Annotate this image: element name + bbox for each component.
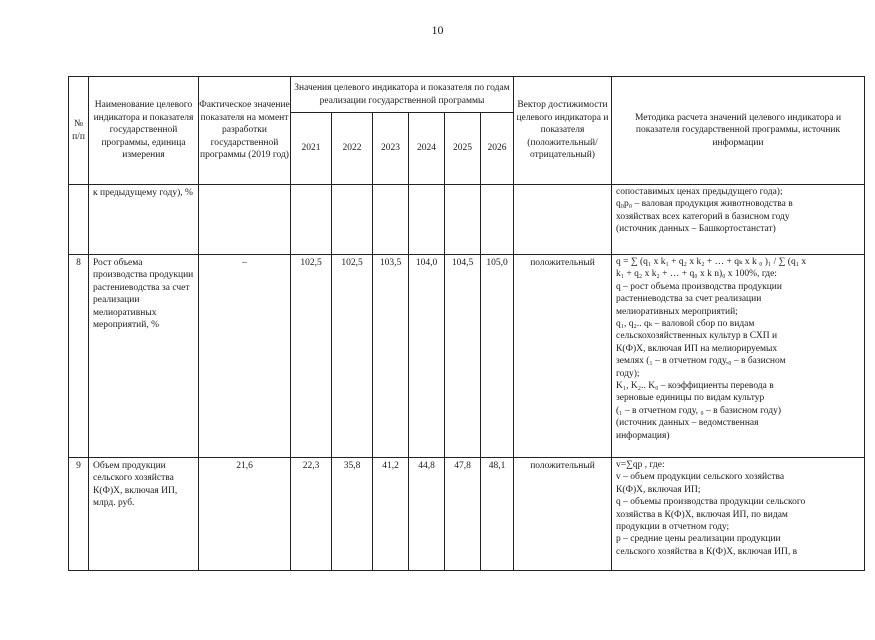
row-value: [332, 185, 373, 255]
row-name: Объем продукции сельского хозяйства К(Ф)Х, включая ИП, млрд. руб.: [89, 458, 199, 571]
method-line: q₀p₀ – валовая продукция животноводства в: [616, 199, 793, 210]
row-value: [409, 185, 445, 255]
row-value: 47,8: [445, 458, 481, 571]
row-vector: положительный: [514, 255, 612, 458]
row-num: 8: [69, 255, 89, 458]
table-row: [69, 255, 865, 458]
method-line: v – объем продукции сельского хозяйства: [616, 472, 785, 483]
table-row: [69, 185, 865, 255]
header-name: Наименование целевого индикатора и показателя государственной программы, единица измерения: [89, 77, 199, 185]
row-value: [481, 185, 514, 255]
method-line: продукции в отчетном году;: [616, 522, 730, 533]
header-vector: Вектор достижимости целевого индикатора и показателя (положительный/ отрицательный): [514, 77, 612, 185]
row-method: [612, 255, 865, 458]
method-line: хозяйствах всех категорий в базисном году: [616, 211, 790, 222]
method-line: q – объемы производства продукции сельского: [616, 497, 806, 508]
header-year: 2026: [481, 113, 514, 185]
row-value: [291, 185, 332, 255]
header-num: № п/п: [69, 77, 89, 185]
method-line: q₁, q₂.. qₖ – валовой сбор по видам: [616, 319, 755, 330]
row-value: 35,8: [332, 458, 373, 571]
row-method: [612, 458, 865, 571]
method-line: информация): [616, 430, 670, 441]
header-fact: Фактическое значение показателя на момент разработки государственной программы (2019 год): [199, 77, 291, 185]
header-year: 2021: [291, 113, 332, 185]
method-line: растениеводства за счет реализации: [616, 294, 762, 305]
header-years-title: Значения целевого индикатора и показателя по годам реализации государственной программы: [291, 77, 514, 113]
row-name: к предыдущему году), %: [89, 185, 199, 255]
method-line: К(Ф)Х, включая ИП на мелиорируемых: [616, 343, 778, 354]
method-line: хозяйства в К(Ф)Х, включая ИП, по видам: [616, 509, 788, 520]
row-value: 104,5: [445, 255, 481, 458]
row-value: 104,0: [409, 255, 445, 458]
row-value: [445, 185, 481, 255]
row-num: 9: [69, 458, 89, 571]
method-line: q – рост объема производства продукции: [616, 281, 782, 292]
method-line: K₁, K₂.. K₀ – коэффициенты перевода в: [616, 381, 774, 392]
row-value: 102,5: [332, 255, 373, 458]
row-value: [373, 185, 409, 255]
method-line: q = ∑ (q₁ x k₁ + q₂ x k₂ + … + qₖ x k ₀ )₁ / ∑ (q₁ x: [616, 257, 807, 267]
row-num: [69, 185, 89, 255]
method-line: v=∑qp , где:: [616, 460, 665, 470]
method-line: (источник данных – ведомственная: [616, 418, 759, 429]
method-line: К(Ф)Х, включая ИП;: [616, 484, 701, 495]
method-line: землях (₁ – в отчетном году,₀ – в базисном: [616, 356, 786, 367]
method-line: (₁ – в отчетном году, ₀ – в базисном году): [616, 405, 782, 416]
row-vector: положительный: [514, 458, 612, 571]
method-line: сопоставимых ценах предыдущего года);: [616, 187, 783, 197]
header-year: 2025: [445, 113, 481, 185]
header-year: 2022: [332, 113, 373, 185]
indicators-table: [68, 76, 865, 571]
row-fact: [199, 185, 291, 255]
table-row: [69, 458, 865, 571]
row-value: 48,1: [481, 458, 514, 571]
method-line: сельскохозяйственных культур в СХП и: [616, 331, 778, 342]
method-line: (источник данных – Башкортостанстат): [616, 224, 776, 235]
row-value: 41,2: [373, 458, 409, 571]
header-year: 2024: [409, 113, 445, 185]
row-method: [612, 185, 865, 255]
row-value: 44,8: [409, 458, 445, 571]
method-line: k₁ + q₂ x k₂ + … + q₀ x k n)₀ x 100%, где:: [616, 269, 777, 280]
row-name: Рост объема производства продукции растениеводства за счет реализации мелиоративных мероприятий, %: [89, 255, 199, 458]
row-fact: 21,6: [199, 458, 291, 571]
method-line: p – средние цены реализации продукции: [616, 534, 781, 545]
row-value: 105,0: [481, 255, 514, 458]
method-line: зерновые единицы по видам культур: [616, 393, 765, 404]
row-fact: –: [199, 255, 291, 458]
row-vector: [514, 185, 612, 255]
method-line: году);: [616, 368, 640, 379]
row-value: 22,3: [291, 458, 332, 571]
row-value: 103,5: [373, 255, 409, 458]
row-value: 102,5: [291, 255, 332, 458]
header-year: 2023: [373, 113, 409, 185]
method-line: мелиоративных мероприятий;: [616, 306, 738, 317]
method-line: сельского хозяйства в К(Ф)Х, включая ИП, в: [616, 546, 798, 557]
header-method: Методика расчета значений целевого индикатора и показателя государственной программы, источник информации: [612, 77, 865, 185]
page-number: 10: [431, 23, 444, 37]
